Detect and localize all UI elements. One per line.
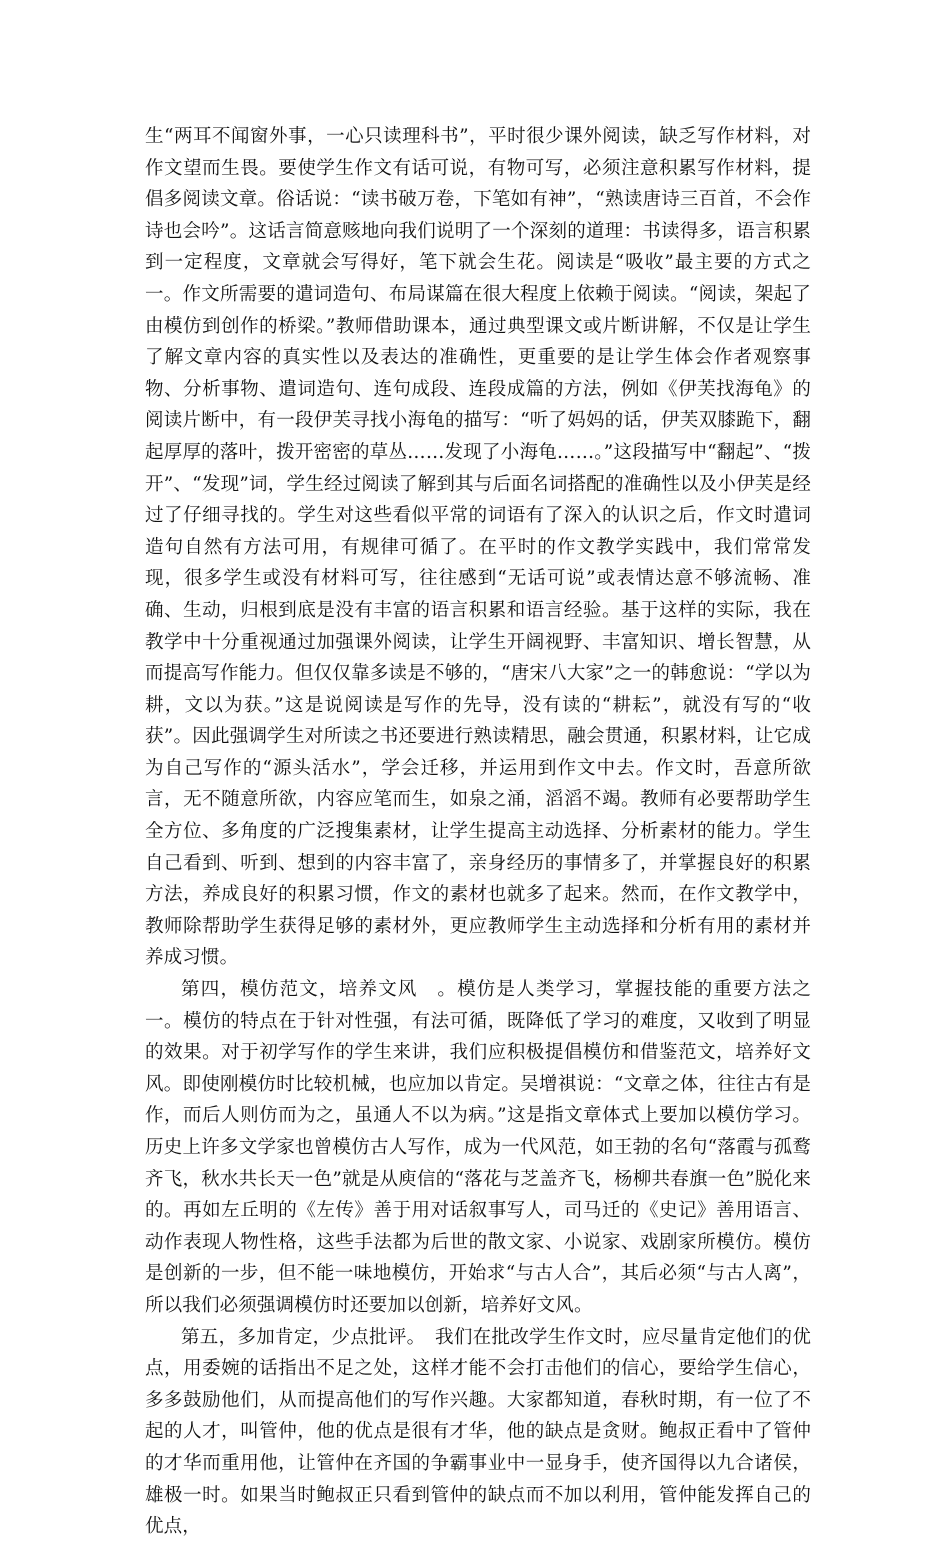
body-paragraph-3: 第五，多加肯定，少点批评。 我们在批改学生作文时，应尽量肯定他们的优点，用委婉的话指出不足之处，这样才能不会打击他们的信心，要给学生信心，多多鼓励他们，从而提高他们的写作兴趣。大家都知道，春秋时期，有一位了不起的人才，叫管仲，他的优点是很有才华，他的缺点是贪财。鲍叔正看中了管仲的才华而重用他，让管仲在齐国的争霸事业中一显身手，使齐国得以九合诸侯，雄极一时。如果当时鲍叔正只看到管仲的缺点而不加以利用，管仲能发挥自己的优点， — [145, 1326, 811, 1538]
document-page — [145, 121, 811, 1543]
body-paragraph-2: 第四，模仿范文，培养文风 。模仿是人类学习，掌握技能的重要方法之一。模仿的特点在于针对性强，有法可循，既降低了学习的难度，又收到了明显的效果。对于初学写作的学生来讲，我们应积极提倡模仿和借鉴范文，培养好文风。即使刚模仿时比较机械，也应加以肯定。吴增祺说：“文章之体，往往古有是作，而后人则仿而为之，虽通人不以为病。”这是指文章体式上要加以模仿学习。历史上许多文学家也曾模仿古人写作，成为一代风范，如王勃的名句“落霞与孤鹜齐飞，秋水共长天一色”就是从庾信的“落花与芝盖齐飞，杨柳共春旗一色”脱化来的。再如左丘明的《左传》善于用对话叙事写人，司马迁的《史记》善用语言、动作表现人物性格，这些手法都为后世的散文家、小说家、戏剧家所模仿。模仿是创新的一步，但不能一味地模仿，开始求“与古人合”，其后必须“与古人离”，所以我们必须强调模仿时还要加以创新，培养好文风。 — [145, 979, 811, 1316]
body-paragraph-1: 生“两耳不闻窗外事，一心只读理科书”，平时很少课外阅读，缺乏写作材料，对作文望而生畏。要使学生作文有话可说，有物可写，必须注意积累写作材料，提倡多阅读文章。俗话说：“读书破万卷，下笔如有神”，“熟读唐诗三百首，不会作诗也会吟”。这话言简意赅地向我们说明了一个深刻的道理：书读得多，语言积累到一定程度，文章就会写得好，笔下就会生花。阅读是“吸收”最主要的方式之一。作文所需要的遣词造句、布局谋篇在很大程度上依赖于阅读。“阅读，架起了由模仿到创作的桥梁。”教师借助课本，通过典型课文或片断讲解，不仅是让学生了解文章内容的真实性以及表达的准确性，更重要的是让学生体会作者观察事物、分析事物、遣词造句、连句成段、连段成篇的方法，例如《伊芙找海龟》的阅读片断中，有一段伊芙寻找小海龟的描写：“听了妈妈的话，伊芙双膝跪下，翻起厚厚的落叶，拨开密密的草丛……发现了小海龟……。”这段描写中“翻起”、“拨开”、“发现”词，学生经过阅读了解到其与后面名词搭配的准确性以及小伊芙是经过了仔细寻找的。学生对这些看似平常的词语有了深入的认识之后，作文时遣词造句自然有方法可用，有规律可循了。在平时的作文教学实践中，我们常常发现，很多学生或没有材料可写，往往感到“无话可说”或表情达意不够流畅、准确、生动，归根到底是没有丰富的语言积累和语言经验。基于这样的实际，我在教学中十分重视通过加强课外阅读，让学生开阔视野、丰富知识、增长智慧，从而提高写作能力。但仅仅靠多读是不够的，“唐宋八大家”之一的韩愈说：“学以为耕，文以为获。”这是说阅读是写作的先导，没有读的“耕耘”，就没有写的“收获”。因此强调学生对所读之书还要进行熟读精思，融会贯通，积累材料，让它成为自己写作的“源头活水”，学会迁移，并运用到作文中去。作文时，吾意所欲言，无不随意所欲，内容应笔而生，如泉之涌，滔滔不竭。教师有必要帮助学生全方位、多角度的广泛搜集素材，让学生提高主动选择、分析素材的能力。学生自己看到、听到、想到的内容丰富了，亲身经历的事情多了，并掌握良好的积累方法，养成良好的积累习惯，作文的素材也就多了起来。然而，在作文教学中，教师除帮助学生获得足够的素材外，更应教师学生主动选择和分析有用的素材并养成习惯。 — [145, 126, 811, 969]
